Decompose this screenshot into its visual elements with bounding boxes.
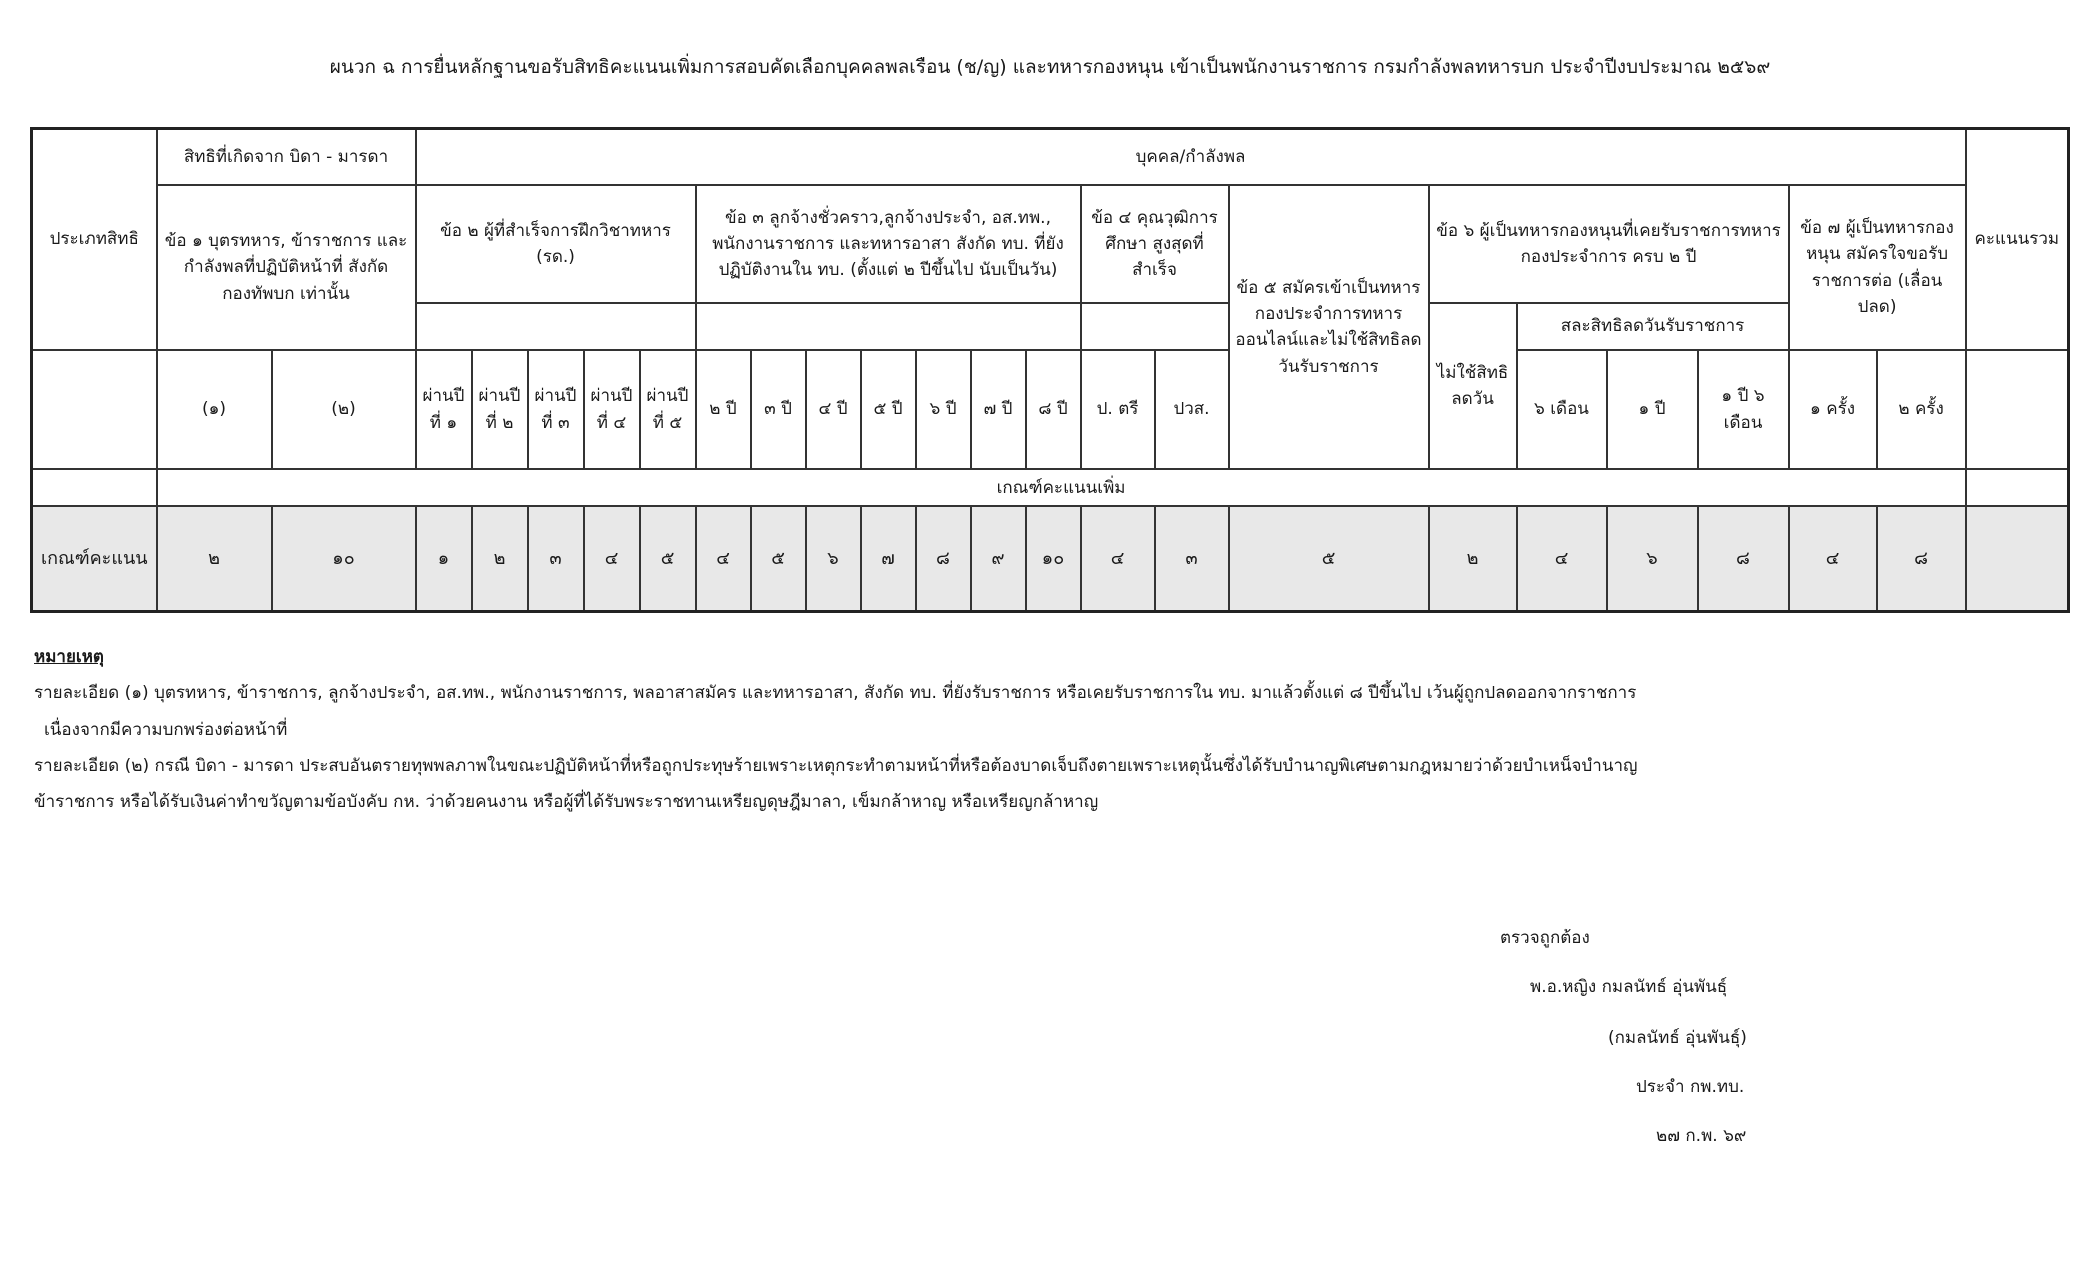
note-detail-2: รายละเอียด (๒) กรณี บิดา - มารดา ประสบอันตรายทุพพลภาพในขณะปฏิบัติหน้าที่หรือถูกประทุษร้ายเพราะเหตุกระทำตามหน้าที่หรือต้องบาดเจ็บถึงตายเพราะเหตุนั้นซึ่งได้รับบำนาญพิเศษตามกฎหมายว่าด้วยบำเหน็จบำนาญ — [34, 756, 1638, 777]
item3-sub: ๔ ปี — [806, 350, 861, 470]
score-cell: ๖ — [1607, 506, 1698, 612]
score-cell: ๔ — [696, 506, 751, 612]
item2-sub: ผ่านปีที่ ๑ — [416, 350, 472, 470]
item7-sub: ๒ ครั้ง — [1877, 350, 1966, 470]
signature-verified: ตรวจถูกต้อง — [1500, 928, 1590, 948]
item3-sub: ๘ ปี — [1026, 350, 1081, 470]
score-cell: ๑๐ — [1026, 506, 1081, 612]
parent-rights-group-header: สิทธิที่เกิดจาก บิดา - มารดา — [157, 129, 416, 186]
page-title: ผนวก ฉ การยื่นหลักฐานขอรับสิทธิคะแนนเพิ่มการสอบคัดเลือกบุคคลพลเรือน (ช/ญ) และทหารกองหนุน เข้าเป็นพนักงานราชการ กรมกำลังพลทหารบก ประจำปีงบประมาณ ๒๕๖๙ — [329, 56, 1771, 78]
score-cell: ๑ — [416, 506, 472, 612]
score-cell: ๕ — [751, 506, 806, 612]
signature-name-paren: (กมลนัทธ์ อุ่นพันธุ์) — [1608, 1028, 1747, 1048]
item1-header: ข้อ ๑ บุตรทหาร, ข้าราชการ และ กำลังพลที่ปฏิบัติหน้าที่ สังกัด กองทัพบก เท่านั้น — [157, 185, 416, 349]
rights-type-header: ประเภทสิทธิ — [32, 129, 157, 350]
item4-header: ข้อ ๔ คุณวุฒิการศึกษา สูงสุดที่สำเร็จ — [1081, 185, 1229, 303]
score-row-label: เกณฑ์คะแนน — [32, 506, 157, 612]
signature-date: ๒๗ ก.พ. ๖๙ — [1656, 1126, 1747, 1146]
item6-no-waiver-header: ไม่ใช้สิทธิลดวัน — [1429, 303, 1517, 469]
item2-sub: ผ่านปีที่ ๔ — [584, 350, 640, 470]
person-group-header: บุคคล/กำลังพล — [416, 129, 1966, 186]
score-criteria-table — [30, 127, 2070, 613]
total-score-header: คะแนนรวม — [1966, 129, 2069, 350]
item3-header: ข้อ ๓ ลูกจ้างชั่วคราว,ลูกจ้างประจำ, อส.ทพ., พนักงานราชการ และทหารอาสา สังกัด ทบ. ที่ยังปฏิบัติงานใน ทบ. (ตั้งแต่ ๒ ปีขึ้นไป นับเป็นวัน) — [696, 185, 1081, 303]
item3-sub: ๗ ปี — [971, 350, 1026, 470]
item3-sub: ๕ ปี — [861, 350, 916, 470]
score-cell: ๒ — [472, 506, 528, 612]
item4-sub: ปวส. — [1155, 350, 1229, 470]
score-row — [32, 506, 2069, 612]
score-cell: ๔ — [1081, 506, 1155, 612]
score-cell: ๔ — [584, 506, 640, 612]
item3-sub: ๒ ปี — [696, 350, 751, 470]
item6-sub: ๖ เดือน — [1517, 350, 1607, 470]
item3-sub: ๓ ปี — [751, 350, 806, 470]
item7-header: ข้อ ๗ ผู้เป็นทหารกองหนุน สมัครใจขอรับราชการต่อ (เลื่อนปลด) — [1789, 185, 1966, 349]
item4-sub: ป. ตรี — [1081, 350, 1155, 470]
item6-sub: ๑ ปี ๖ เดือน — [1698, 350, 1789, 470]
score-cell: ๕ — [1229, 506, 1429, 612]
score-cell: ๑๐ — [272, 506, 416, 612]
item2-sub: ผ่านปีที่ ๒ — [472, 350, 528, 470]
score-cell: ๒ — [157, 506, 272, 612]
item1-sub-2: (๒) — [272, 350, 416, 470]
score-cell: ๖ — [806, 506, 861, 612]
notes-section — [34, 644, 2054, 826]
score-cell: ๔ — [1789, 506, 1877, 612]
item2-sub: ผ่านปีที่ ๓ — [528, 350, 584, 470]
signature-position: ประจำ กพ.ทบ. — [1636, 1077, 1745, 1097]
score-cell: ๘ — [1877, 506, 1966, 612]
item3-sub: ๖ ปี — [916, 350, 971, 470]
score-cell: ๓ — [1155, 506, 1229, 612]
score-cell: ๓ — [528, 506, 584, 612]
note-detail-2-cont: ข้าราชการ หรือได้รับเงินค่าทำขวัญตามข้อบังคับ กห. ว่าด้วยคนงาน หรือผู้ที่ได้รับพระราชทานเหรียญดุษฎีมาลา, เข็มกล้าหาญ หรือเหรียญกล้าหาญ — [34, 792, 1099, 813]
item7-sub: ๑ ครั้ง — [1789, 350, 1877, 470]
score-cell: ๗ — [861, 506, 916, 612]
note-detail-1-cont: เนื่องจากมีความบกพร่องต่อหน้าที่ — [44, 719, 288, 740]
item6-header: ข้อ ๖ ผู้เป็นทหารกองหนุนที่เคยรับราชการทหารกองประจำการ ครบ ๒ ปี — [1429, 185, 1789, 303]
score-cell: ๒ — [1429, 506, 1517, 612]
item5-header: ข้อ ๕ สมัครเข้าเป็นทหารกองประจำการทหารออนไลน์และไม่ใช้สิทธิลดวันรับราชการ — [1229, 185, 1429, 469]
criteria-label: เกณฑ์คะแนนเพิ่ม — [157, 469, 1966, 506]
total-score-cell — [1966, 506, 2069, 612]
score-cell: ๕ — [640, 506, 696, 612]
score-cell: ๘ — [916, 506, 971, 612]
item6-waiver-header: สละสิทธิลดวันรับราชการ — [1517, 303, 1789, 350]
score-cell: ๔ — [1517, 506, 1607, 612]
note-detail-1: รายละเอียด (๑) บุตรทหาร, ข้าราชการ, ลูกจ้างประจำ, อส.ทพ., พนักงานราชการ, พลอาสาสมัคร และทหารอาสา, สังกัด ทบ. ที่ยังรับราชการ หรือเคยรับราชการใน ทบ. มาแล้วตั้งแต่ ๘ ปีขึ้นไป เว้นผู้ถูกปลดออกจากราชการ — [34, 683, 1637, 704]
score-cell: ๘ — [1698, 506, 1789, 612]
signature-name: พ.อ.หญิง กมลนัทธ์ อุ่นพันธุ์ — [1530, 977, 1728, 997]
item2-sub: ผ่านปีที่ ๕ — [640, 350, 696, 470]
score-cell: ๙ — [971, 506, 1026, 612]
notes-title: หมายเหตุ — [34, 647, 104, 667]
item1-sub-1: (๑) — [157, 350, 272, 470]
item6-sub: ๑ ปี — [1607, 350, 1698, 470]
item2-header: ข้อ ๒ ผู้ที่สำเร็จการฝึกวิชาทหาร (รด.) — [416, 185, 696, 303]
